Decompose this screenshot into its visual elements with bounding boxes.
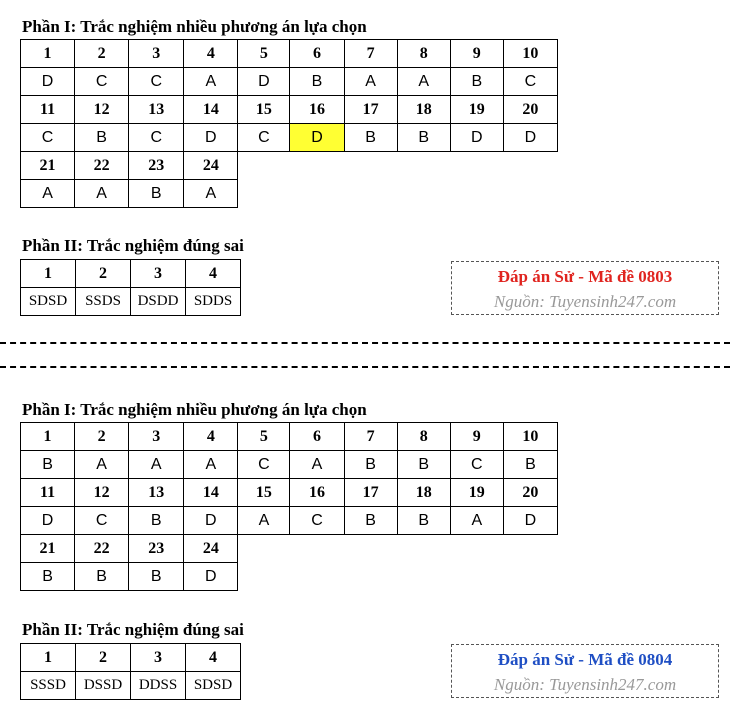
question-number: 10 [503,423,557,451]
answer-cell: C [238,451,290,479]
question-number: 2 [75,40,129,68]
answer-cell: B [129,507,184,535]
answer-cell: D [503,124,557,152]
question-number: 21 [21,535,75,563]
answer-cell: A [75,451,129,479]
question-number: 20 [503,479,557,507]
highlighted-answer-cell: D [290,124,344,152]
divider-line [0,366,730,368]
answer-cell: B [75,124,129,152]
part1-title: Phần I: Trắc nghiệm nhiều phương án lựa chọn [22,400,367,419]
empty-cell [238,152,558,180]
source-credit: Nguồn: Tuyensinh247.com [493,292,677,311]
answer-cell: B [397,451,450,479]
divider-line [0,342,730,344]
empty-cell [238,563,558,591]
question-number: 5 [238,40,290,68]
answer-key-label-box [451,644,719,698]
part2-title: Phần II: Trắc nghiệm đúng sai [22,236,244,255]
part1-answer-table [20,422,558,591]
answer-cell: A [450,507,503,535]
question-number: 2 [75,423,129,451]
answer-cell: A [397,68,450,96]
answer-cell: B [397,124,450,152]
question-number: 1 [21,260,76,288]
question-number: 5 [238,423,290,451]
answer-cell: D [184,507,238,535]
answer-cell: B [129,180,184,208]
answer-cell: C [238,124,290,152]
answer-row [21,180,558,208]
answer-cell: D [238,68,290,96]
answer-row [21,507,558,535]
answer-cell: B [503,451,557,479]
answer-cell: B [397,507,450,535]
answer-cell: B [450,68,503,96]
question-number-row [21,260,241,288]
answer-cell: SDSD [186,672,241,700]
answer-cell: A [184,451,238,479]
question-number: 4 [184,40,238,68]
answer-key-title: Đáp án Sử - Mã đề 0804 [497,650,673,669]
answer-cell: C [503,68,557,96]
source-credit: Nguồn: Tuyensinh247.com [493,675,677,694]
question-number: 2 [76,644,131,672]
answer-cell: A [184,180,238,208]
question-number: 15 [238,96,290,124]
question-number: 7 [344,423,397,451]
answer-cell: SSDS [76,288,131,316]
question-number-row [21,479,558,507]
question-number: 4 [186,644,241,672]
answer-cell: D [184,124,238,152]
answer-row [21,563,558,591]
answer-row [21,124,558,152]
question-number: 8 [397,423,450,451]
question-number: 13 [129,96,184,124]
answer-cell: D [450,124,503,152]
answer-cell: A [344,68,397,96]
answer-cell: C [75,68,129,96]
answer-cell: SDSD [21,288,76,316]
question-number: 12 [75,96,129,124]
question-number: 10 [503,40,557,68]
question-number: 17 [344,96,397,124]
answer-cell: A [75,180,129,208]
question-number: 18 [397,479,450,507]
answer-cell: SDDS [186,288,241,316]
question-number: 18 [397,96,450,124]
answer-cell: D [184,563,238,591]
answer-cell: B [75,563,129,591]
question-number: 22 [75,152,129,180]
answer-key-title: Đáp án Sử - Mã đề 0803 [497,267,673,286]
question-number-row [21,152,558,180]
question-number: 1 [21,423,75,451]
part2-answer-table [20,259,241,316]
answer-cell: A [129,451,184,479]
answer-cell: SSSD [21,672,76,700]
answer-cell: D [21,68,75,96]
question-number: 13 [129,479,184,507]
answer-cell: C [290,507,344,535]
part1-answer-table [20,39,558,208]
answer-row [21,451,558,479]
answer-cell: C [75,507,129,535]
question-number: 11 [21,479,75,507]
answer-cell: A [290,451,344,479]
question-number-row [21,40,558,68]
answer-cell: A [184,68,238,96]
answer-cell: DSSD [76,672,131,700]
question-number: 12 [75,479,129,507]
answer-row [21,672,241,700]
question-number: 11 [21,96,75,124]
question-number: 23 [129,535,184,563]
answer-cell: C [21,124,75,152]
question-number: 15 [238,479,290,507]
question-number: 3 [129,40,184,68]
answer-cell: C [450,451,503,479]
question-number: 3 [129,423,184,451]
question-number-row [21,535,558,563]
answer-cell: B [344,507,397,535]
part1-title: Phần I: Trắc nghiệm nhiều phương án lựa chọn [22,17,367,36]
question-number-row [21,644,241,672]
answer-cell: B [290,68,344,96]
question-number: 3 [131,644,186,672]
question-number: 21 [21,152,75,180]
question-number: 22 [75,535,129,563]
answer-key-label-box [451,261,719,315]
answer-row [21,288,241,316]
part2-answer-table [20,643,241,700]
empty-cell [238,535,558,563]
question-number: 16 [290,479,344,507]
answer-cell: DDSS [131,672,186,700]
question-number: 24 [184,535,238,563]
question-number-row [21,96,558,124]
question-number-row [21,423,558,451]
answer-cell: A [21,180,75,208]
answer-cell: D [21,507,75,535]
answer-cell: B [21,563,75,591]
question-number: 1 [21,40,75,68]
question-number: 8 [397,40,450,68]
answer-cell: C [129,68,184,96]
empty-cell [238,180,558,208]
question-number: 20 [503,96,557,124]
question-number: 14 [184,479,238,507]
question-number: 3 [131,260,186,288]
question-number: 19 [450,479,503,507]
question-number: 6 [290,423,344,451]
question-number: 9 [450,40,503,68]
answer-cell: B [344,124,397,152]
question-number: 9 [450,423,503,451]
question-number: 23 [129,152,184,180]
answer-cell: B [344,451,397,479]
question-number: 1 [21,644,76,672]
question-number: 7 [344,40,397,68]
question-number: 14 [184,96,238,124]
question-number: 4 [186,260,241,288]
question-number: 19 [450,96,503,124]
question-number: 17 [344,479,397,507]
answer-cell: B [21,451,75,479]
answer-cell: A [238,507,290,535]
question-number: 6 [290,40,344,68]
answer-cell: B [129,563,184,591]
question-number: 24 [184,152,238,180]
answer-cell: C [129,124,184,152]
question-number: 4 [184,423,238,451]
answer-cell: DSDD [131,288,186,316]
question-number: 2 [76,260,131,288]
question-number: 16 [290,96,344,124]
part2-title: Phần II: Trắc nghiệm đúng sai [22,620,244,639]
answer-cell: D [503,507,557,535]
answer-row [21,68,558,96]
